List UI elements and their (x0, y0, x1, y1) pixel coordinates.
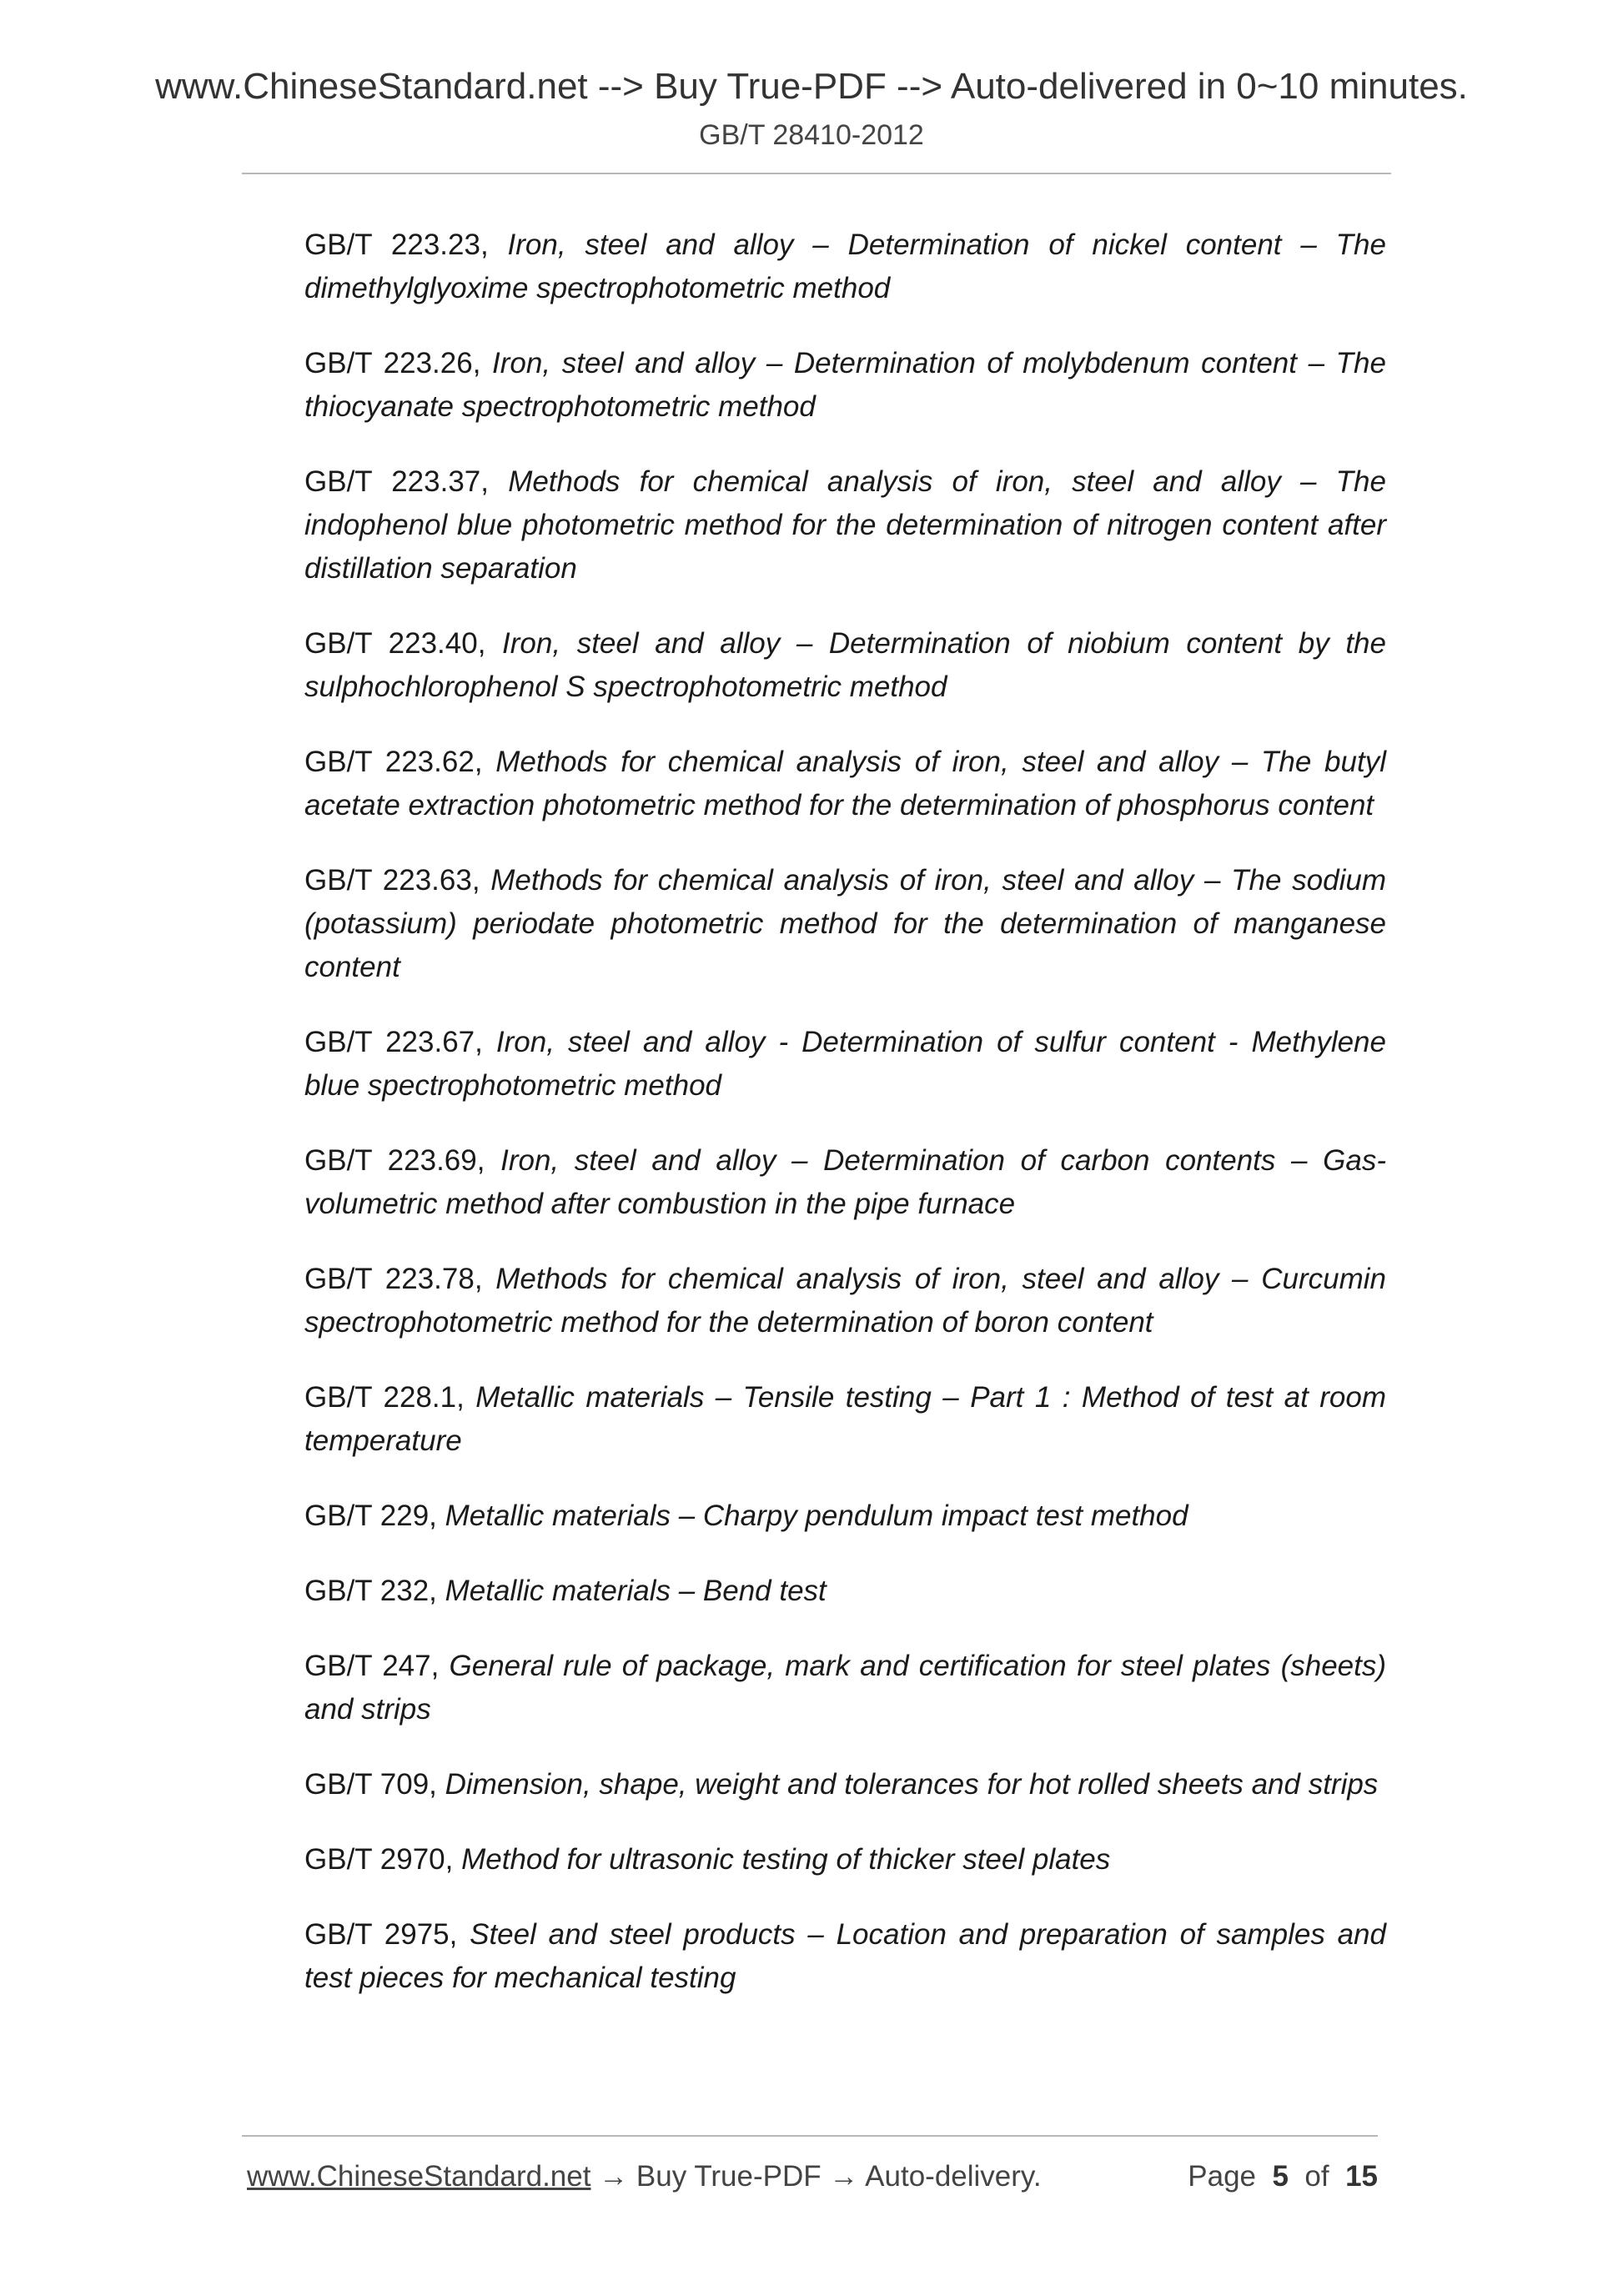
reference-entry: GB/T 223.23, Iron, steel and alloy – Determination of nickel content – The dimethylglyoxime spectrophotometric method (304, 229, 1386, 304)
reference-code: GB/T 223.40 (304, 627, 478, 660)
reference-code: GB/T 228.1 (304, 1381, 457, 1414)
reference-entry: GB/T 228.1, Metallic materials – Tensile testing – Part 1 : Method of test at room temperature (304, 1381, 1386, 1457)
reference-title: Methods for chemical analysis of iron, steel and alloy – Curcumin spectrophotometric method for the determination of boron content (304, 1263, 1386, 1339)
reference-code: GB/T 247 (304, 1650, 431, 1682)
reference-code: GB/T 223.23 (304, 229, 480, 261)
reference-entry: GB/T 229, Metallic materials – Charpy pendulum impact test method (304, 1500, 1188, 1532)
reference-title: Iron, steel and alloy – Determination of niobium content by the sulphochlorophenol S spectrophotometric method (304, 627, 1386, 703)
footer-tagline: → Buy True-PDF → Auto-delivery. (590, 2160, 1042, 2193)
reference-entry: GB/T 223.69, Iron, steel and alloy – Determination of carbon contents – Gas-volumetric method after combustion in the pipe furnace (304, 1144, 1386, 1220)
reference-entry: GB/T 223.40, Iron, steel and alloy – Determination of niobium content by the sulphochlorophenol S spectrophotometric method (304, 627, 1386, 703)
reference-entry: GB/T 709, Dimension, shape, weight and tolerances for hot rolled sheets and strips (304, 1768, 1379, 1801)
reference-entry: GB/T 2970, Method for ultrasonic testing of thicker steel plates (304, 1843, 1111, 1876)
reference-title: Iron, steel and alloy – Determination of molybdenum content – The thiocyanate spectrophotometric method (304, 347, 1386, 423)
reference-title: Method for ultrasonic testing of thicker steel plates (461, 1843, 1111, 1876)
reference-entry: GB/T 2975, Steel and steel products – Location and preparation of samples and test pieces for mechanical testing (304, 1918, 1386, 1994)
standard-number: GB/T 28410-2012 (699, 119, 924, 151)
normative-references-list (304, 224, 1386, 2032)
reference-entry: GB/T 232, Metallic materials – Bend test (304, 1575, 827, 1607)
page-current: 5 (1272, 2160, 1289, 2193)
reference-title: Metallic materials – Charpy pendulum impact test method (445, 1500, 1188, 1532)
reference-entry: GB/T 223.62, Methods for chemical analysis of iron, steel and alloy – The butyl acetate extraction photometric method for the determination of phosphorus content (304, 746, 1386, 821)
reference-entry: GB/T 223.78, Methods for chemical analysis of iron, steel and alloy – Curcumin spectrophotometric method for the determination of boron content (304, 1263, 1386, 1339)
reference-code: GB/T 223.26 (304, 347, 473, 379)
reference-entry: GB/T 247, General rule of package, mark and certification for steel plates (sheets) and strips (304, 1650, 1386, 1726)
reference-code: GB/T 229 (304, 1500, 430, 1532)
reference-entry: GB/T 223.26, Iron, steel and alloy – Determination of molybdenum content – The thiocyanate spectrophotometric method (304, 347, 1386, 423)
reference-title: Metallic materials – Bend test (445, 1575, 827, 1607)
page-indicator (1188, 2155, 1378, 2198)
reference-title: Methods for chemical analysis of iron, steel and alloy – The sodium (potassium) periodate photometric method for the determination of manganese content (304, 864, 1386, 983)
reference-title: Methods for chemical analysis of iron, steel and alloy – The butyl acetate extraction photometric method for the determination of phosphorus content (304, 746, 1386, 821)
reference-code: GB/T 232 (304, 1575, 430, 1607)
reference-title: Metallic materials – Tensile testing – Part 1 : Method of test at room temperature (304, 1381, 1386, 1457)
page-total: 15 (1345, 2160, 1378, 2193)
reference-title: Iron, steel and alloy – Determination of nickel content – The dimethylglyoxime spectrophotometric method (304, 229, 1386, 304)
footer-left (247, 2155, 1042, 2198)
footer-site-link[interactable]: www.ChineseStandard.net (247, 2160, 591, 2193)
reference-code: GB/T 223.78 (304, 1263, 475, 1295)
header-divider (242, 173, 1391, 174)
reference-code: GB/T 2975 (304, 1918, 450, 1951)
reference-code: GB/T 709 (304, 1768, 430, 1801)
reference-entry: GB/T 223.37, Methods for chemical analysis of iron, steel and alloy – The indophenol blue photometric method for the determination of nitrogen content after distillation separation (304, 465, 1386, 585)
reference-title: Dimension, shape, weight and tolerances for hot rolled sheets and strips (445, 1768, 1379, 1801)
reference-title: Iron, steel and alloy - Determination of sulfur content - Methylene blue spectrophotometric method (304, 1026, 1386, 1102)
reference-entry: GB/T 223.63, Methods for chemical analysis of iron, steel and alloy – The sodium (potassium) periodate photometric method for the determination of manganese content (304, 864, 1386, 983)
page-label: Page (1188, 2160, 1257, 2193)
footer-divider (242, 2135, 1378, 2137)
reference-entry: GB/T 223.67, Iron, steel and alloy - Determination of sulfur content - Methylene blue spectrophotometric method (304, 1026, 1386, 1102)
header-banner: www.ChineseStandard.net --> Buy True-PDF --> Auto-delivered in 0~10 minutes. (155, 66, 1468, 107)
reference-title: Iron, steel and alloy – Determination of carbon contents – Gas-volumetric method after combustion in the pipe furnace (304, 1144, 1386, 1220)
page-footer (247, 2155, 1378, 2198)
page-of-label: of (1304, 2160, 1329, 2193)
reference-code: GB/T 2970 (304, 1843, 445, 1876)
reference-title: Methods for chemical analysis of iron, steel and alloy – The indophenol blue photometric method for the determination of nitrogen content after distillation separation (304, 465, 1386, 585)
reference-title: General rule of package, mark and certification for steel plates (sheets) and strips (304, 1650, 1386, 1726)
reference-code: GB/T 223.69 (304, 1144, 477, 1177)
reference-code: GB/T 223.62 (304, 746, 475, 778)
reference-code: GB/T 223.63 (304, 864, 472, 897)
reference-code: GB/T 223.37 (304, 465, 481, 498)
reference-title: Steel and steel products – Location and preparation of samples and test pieces for mechanical testing (304, 1918, 1386, 1994)
reference-code: GB/T 223.67 (304, 1026, 475, 1058)
